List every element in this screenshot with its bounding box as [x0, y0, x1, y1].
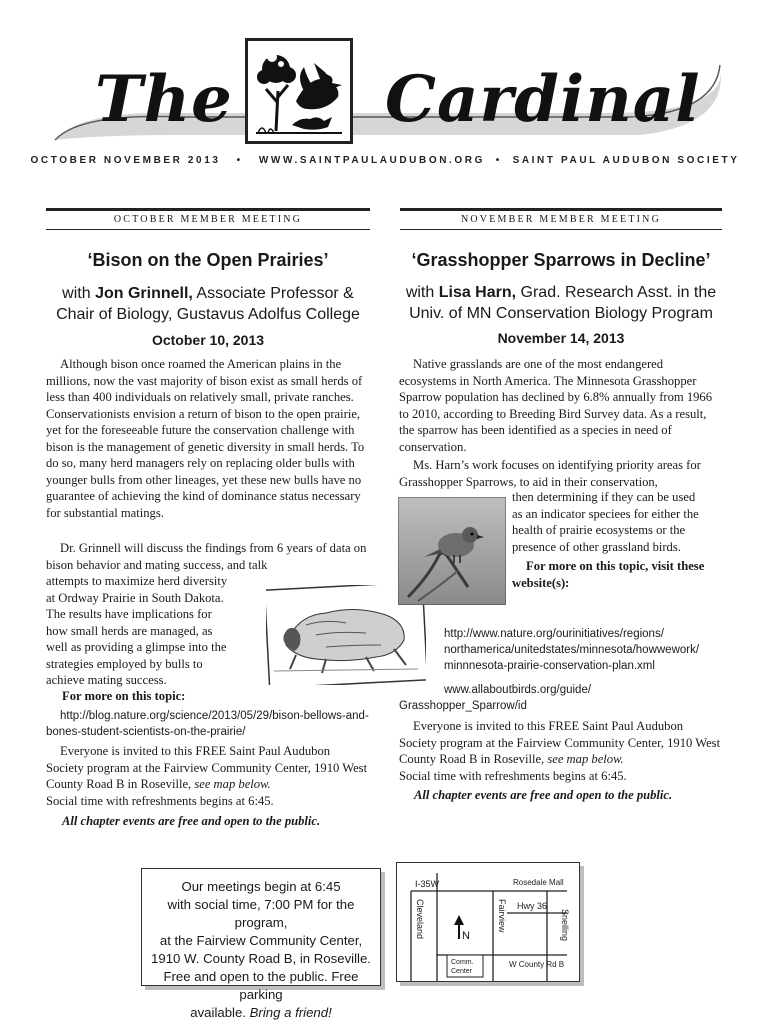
- october-speaker: with Jon Grinnell, Associate Professor & Chair of Biology, Gustavus Adolfus College: [56, 285, 360, 323]
- november-more-label: For more on this topic, visit these website(s):: [512, 559, 705, 590]
- masthead-title-right: Cardinal: [385, 62, 701, 137]
- october-date: October 10, 2013: [151, 332, 265, 348]
- october-paragraph-2-wrap: attempts to maximize herd diversity at Ordway Prairie in South Dakota. The results have implications for how small herds are managed, as well as providing a glimpse into the strategies employed by bulls to achieve mating success.: [46, 574, 228, 687]
- october-invite: Everyone is invited to this FREE Saint Paul Audubon Society program at the Fairview Community Center, 1910 West County Road B in Roseville, see map below. Social time with refreshments begins at 6:45.: [46, 744, 368, 808]
- map-label-fairview: Fairview: [497, 899, 507, 933]
- masthead-title-left: The: [95, 62, 233, 137]
- november-paragraph-1: Native grasslands are one of the most endangered ecosystems in North America. The Minnesota Grasshopper Sparrow population has declined by 6.8% annually from 1966 to 2010, according to Breeding Bird Survey data. As a result, the sparrow has been identified as a species in need of conservation.: [399, 357, 713, 454]
- november-date: November 14, 2013: [497, 330, 625, 346]
- november-free-note: All chapter events are free and open to the public.: [414, 788, 673, 802]
- october-free-note: All chapter events are free and open to the public.: [62, 814, 321, 828]
- october-header: [46, 208, 370, 230]
- october-header-label: OCTOBER MEMBER MEETING: [113, 214, 303, 225]
- november-paragraph-2: Ms. Harn’s work focuses on identifying priority areas for Grasshopper Sparrows, to aid in their conservation,: [399, 458, 701, 489]
- map-label-cleveland: Cleveland: [415, 899, 425, 940]
- october-talk-title: ‘Bison on the Open Prairies’: [87, 250, 329, 270]
- location-map: [396, 862, 580, 982]
- map-drawing: [397, 863, 579, 981]
- cardinal-bird-icon: [248, 41, 350, 141]
- october-paragraph-2: Dr. Grinnell will discuss the findings from 6 years of data on bison behavior and mating success, and talk: [46, 541, 367, 572]
- sparrow-photo: [398, 497, 506, 605]
- november-speaker: with Lisa Harn, Grad. Research Asst. in the Univ. of MN Conservation Biology Program: [405, 284, 717, 322]
- november-talk-title: ‘Grasshopper Sparrows in Decline’: [411, 250, 711, 270]
- map-label-rosedale: Rosedale Mall: [513, 878, 564, 887]
- november-speaker-name: Lisa Harn,: [438, 284, 517, 301]
- dateline: OCTOBER NOVEMBER 2013 • WWW.SAINTPAULAUDUBON.ORG • SAINT PAUL AUDUBON SOCIETY: [30, 155, 740, 166]
- map-label-hwy36: Hwy 36: [517, 901, 548, 911]
- october-paragraph-1: Although bison once roamed the American plains in the millions, now the vast majority of bison exist as small herds of less than 400 individuals on relatively small, private ranches. Conservationists envision a return of bison to the open prairie, yet for the foreseeable future the conservation challenge with bison is the management of genetic diversity in small herds. To do so, many herd managers rely on replacing older bulls with younger bulls from other lineages, yet these new bulls have no guarantee of achieving the kind of dominance status necessary for substantial matings.: [46, 357, 365, 520]
- november-paragraph-2-wrap: then determining if they can be used as an indicator speciees for either the health of prairie ecosystems or the presence of other grassland birds.: [512, 490, 699, 554]
- november-link-1[interactable]: http://www.nature.org/ourinitiatives/regions/ northamerica/unitedstates/minnesota/howwework/ minnnesota-prairie-conservation-plan.xml: [444, 628, 700, 672]
- november-header-label: NOVEMBER MEMBER MEETING: [460, 214, 662, 225]
- svg-text:Comm.: Comm.: [451, 959, 474, 966]
- november-invite: Everyone is invited to this FREE Saint Paul Audubon Society program at the Fairview Community Center, 1910 West County Road B in Roseville, see map below. Social time with refreshments begins at 6:45.: [399, 719, 721, 783]
- sparrow-icon: [398, 497, 506, 605]
- svg-text:Center: Center: [451, 968, 473, 975]
- north-arrow-icon: [454, 915, 470, 942]
- map-label-snelling: Snelling: [560, 909, 570, 942]
- map-label-north: N: [462, 930, 470, 942]
- meetings-info-box: Our meetings begin at 6:45 with social time, 7:00 PM for the program, at the Fairview Community Center, 1910 W. County Road B, in Roseville. Free and open to the public. Free parking available. Bring a friend!: [141, 868, 381, 986]
- map-label-county-rd-b: W County Rd B: [509, 960, 565, 969]
- map-label-i35w: I-35W: [415, 879, 440, 889]
- october-link[interactable]: http://blog.nature.org/science/2013/05/29/bison-bellows-and-bones-student-scientists-on-the-prairie/: [46, 710, 369, 738]
- cardinal-logo: [245, 38, 353, 144]
- november-header: [400, 208, 722, 230]
- november-link-2[interactable]: www.allaboutbirds.org/guide/ Grasshopper_Sparrow/id: [399, 684, 592, 712]
- october-more-label: For more on this topic:: [62, 689, 186, 703]
- october-speaker-name: Jon Grinnell,: [95, 285, 193, 302]
